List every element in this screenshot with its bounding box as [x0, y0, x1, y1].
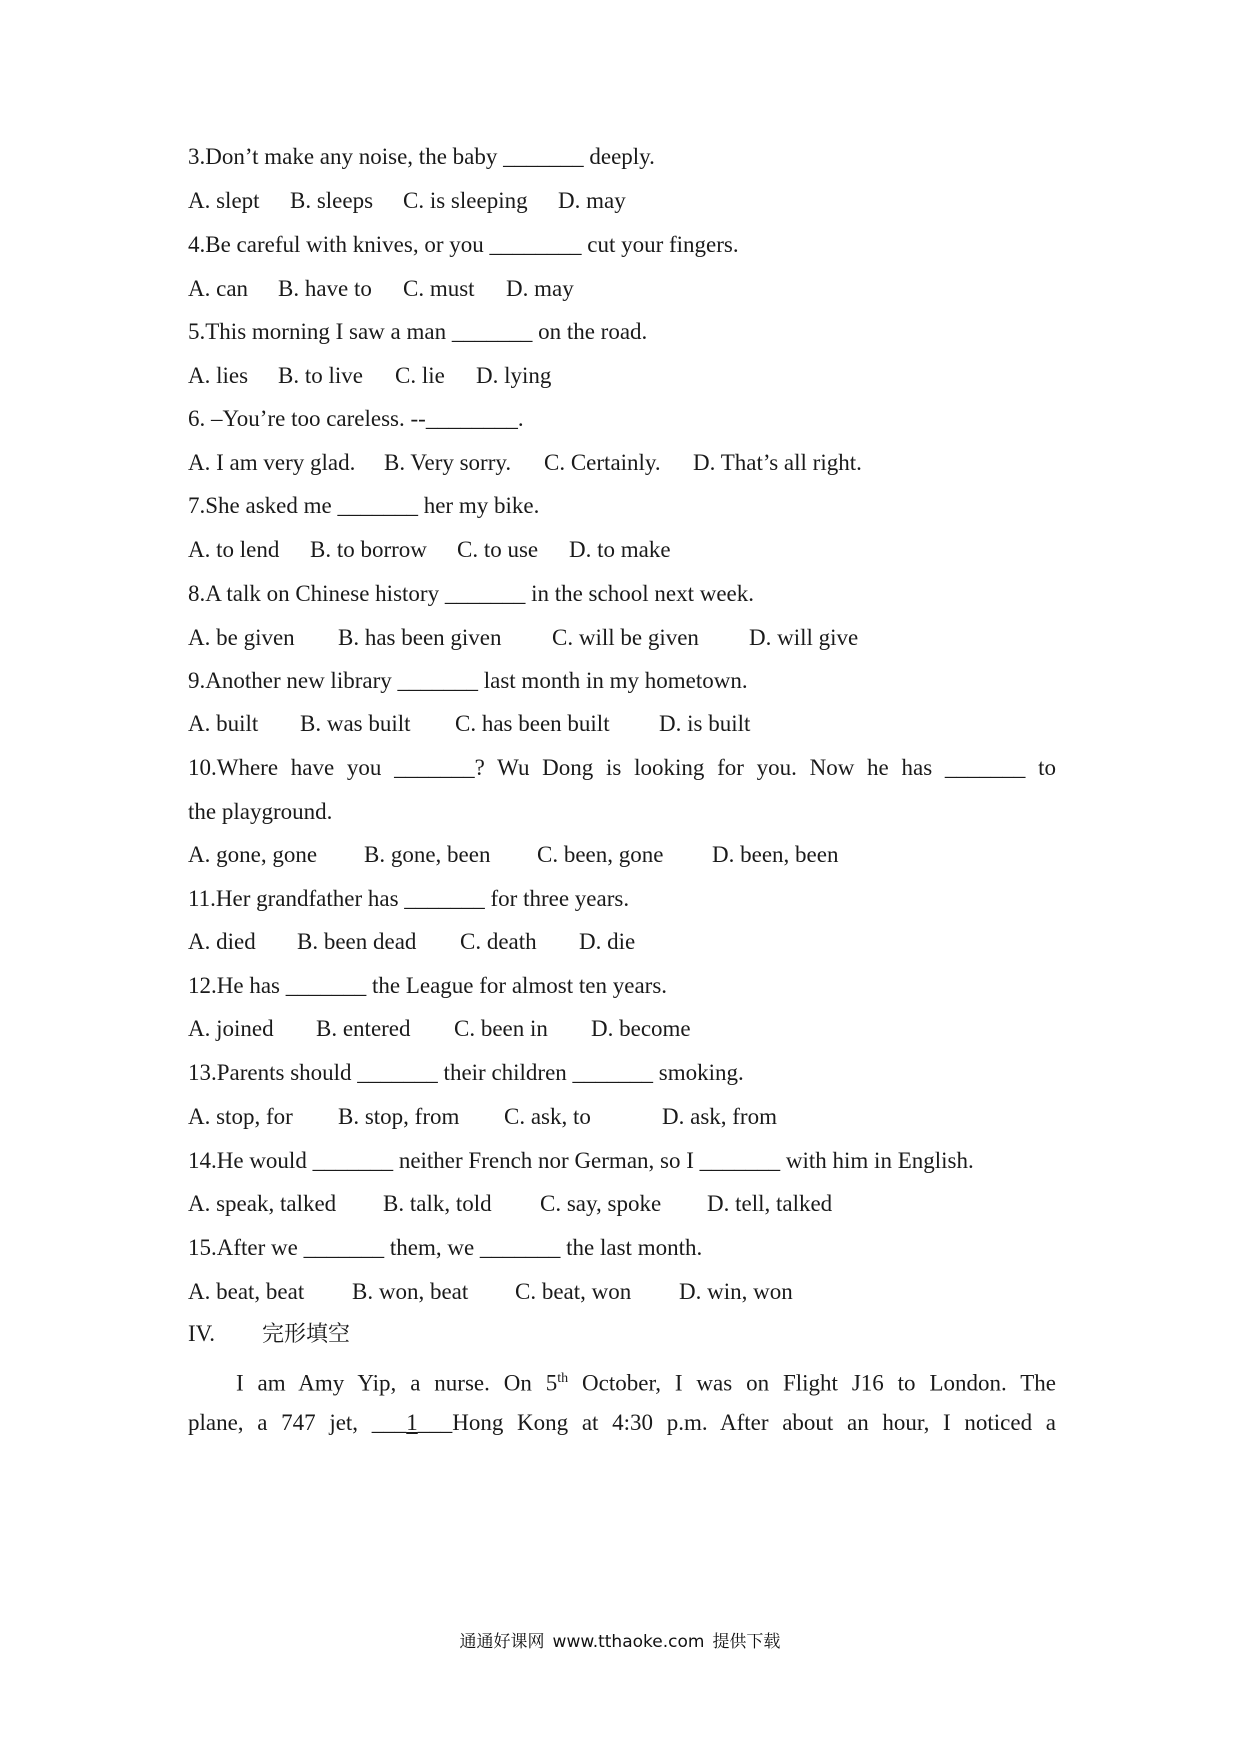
option-d: D. may: [506, 276, 574, 301]
option-b: B. sleeps: [290, 188, 374, 213]
footer-site-name: 通通好课网: [459, 1632, 545, 1652]
option-a: A. I am very glad.: [188, 450, 356, 475]
question-3-options: [188, 187, 626, 215]
option-a: A. be given: [188, 625, 295, 650]
option-a: A. joined: [188, 1016, 274, 1041]
question-12-stem: 12.He has _______ the League for almost ten years.: [188, 973, 668, 998]
footer-url: www.tthaoke.com: [552, 1632, 705, 1652]
option-b: B. to borrow: [310, 537, 427, 562]
passage-text: I am Amy Yip, a nurse. On 5: [236, 1370, 558, 1396]
option-d: D. die: [579, 929, 636, 954]
question-15-stem: 15.After we _______ them, we _______ the last month.: [188, 1235, 703, 1260]
question-5-stem: 5.This morning I saw a man _______ on the road.: [188, 319, 648, 344]
footer: [0, 1628, 1240, 1656]
option-d: D. is built: [659, 711, 751, 736]
blank-number: 1: [406, 1410, 418, 1435]
option-b: B. has been given: [338, 625, 502, 650]
option-a: A. lies: [188, 363, 249, 388]
question-7-stem: 7.She asked me _______ her my bike.: [188, 493, 540, 518]
option-d: D. become: [591, 1016, 691, 1041]
option-b: B. stop, from: [338, 1104, 460, 1129]
option-b: B. been dead: [297, 929, 417, 954]
question-13-options: [188, 1103, 777, 1131]
footer-suffix: 提供下载: [712, 1632, 781, 1652]
option-c: C. has been built: [455, 711, 610, 736]
option-d: D. been, been: [712, 842, 839, 867]
option-c: C. ask, to: [504, 1104, 591, 1129]
option-a: A. slept: [188, 188, 260, 213]
passage-line-2: [188, 1409, 1056, 1437]
option-b: B. Very sorry.: [384, 450, 512, 475]
option-d: D. win, won: [679, 1279, 793, 1304]
question-14-stem: 14.He would _______ neither French nor German, so I _______ with him in English.: [188, 1148, 974, 1173]
question-3-stem: 3.Don’t make any noise, the baby _______ deeply.: [188, 144, 655, 169]
question-14-options: [188, 1190, 832, 1218]
option-a: A. stop, for: [188, 1104, 293, 1129]
option-c: C. say, spoke: [540, 1191, 662, 1216]
question-7-options: [188, 536, 671, 564]
option-b: B. was built: [300, 711, 411, 736]
section-heading: [188, 1320, 350, 1349]
question-9-stem: 9.Another new library _______ last month in my hometown.: [188, 668, 748, 693]
option-c: C. been in: [454, 1016, 548, 1041]
option-d: D. ask, from: [662, 1104, 777, 1129]
option-a: A. speak, talked: [188, 1191, 337, 1216]
passage-line-1: [236, 1365, 1056, 1398]
option-b: B. talk, told: [383, 1191, 492, 1216]
option-d: D. lying: [476, 363, 552, 388]
question-4-options: [188, 275, 574, 303]
question-11-options: [188, 928, 635, 956]
option-c: C. must: [403, 276, 475, 301]
passage-text: plane, a 747 jet, ___: [188, 1410, 407, 1435]
passage-text: ___Hong Kong at 4:30 p.m. After about an hour, I noticed a: [417, 1410, 1056, 1435]
question-15-options: [188, 1278, 793, 1306]
question-11-stem: 11.Her grandfather has _______ for three years.: [188, 886, 630, 911]
question-6-stem: 6. –You’re too careless. --________.: [188, 406, 524, 431]
option-c: C. beat, won: [515, 1279, 632, 1304]
option-c: C. Certainly.: [544, 450, 661, 475]
option-c: C. been, gone: [537, 842, 664, 867]
option-d: D. to make: [569, 537, 671, 562]
passage-text: October, I was on Flight J16 to London. The: [568, 1370, 1056, 1396]
question-10-stem-continued: the playground.: [188, 799, 333, 824]
section-number: IV.: [188, 1321, 216, 1346]
option-d: D. That’s all right.: [693, 450, 862, 475]
question-9-options: [188, 710, 750, 738]
option-d: D. will give: [749, 625, 859, 650]
option-d: D. tell, talked: [707, 1191, 833, 1216]
option-a: A. can: [188, 276, 249, 301]
question-10-stem: 10.Where have you _______? Wu Dong is looking for you. Now he has _______ to: [188, 755, 1056, 780]
option-c: C. will be given: [552, 625, 699, 650]
question-8-options: [188, 624, 858, 652]
question-4-stem: 4.Be careful with knives, or you ________ cut your fingers.: [188, 232, 739, 257]
option-c: C. death: [460, 929, 537, 954]
option-b: B. have to: [278, 276, 372, 301]
option-c: C. to use: [457, 537, 539, 562]
option-a: A. died: [188, 929, 256, 954]
section-title: 完形填空: [262, 1322, 351, 1347]
ordinal-suffix: th: [557, 1371, 569, 1386]
option-b: B. gone, been: [364, 842, 491, 867]
option-a: A. gone, gone: [188, 842, 318, 867]
option-d: D. may: [558, 188, 626, 213]
option-a: A. beat, beat: [188, 1279, 305, 1304]
question-5-options: [188, 362, 551, 390]
question-8-stem: 8.A talk on Chinese history _______ in the school next week.: [188, 581, 754, 606]
option-c: C. lie: [395, 363, 445, 388]
option-a: A. to lend: [188, 537, 280, 562]
option-b: B. won, beat: [352, 1279, 469, 1304]
question-10-options: [188, 841, 838, 869]
option-b: B. to live: [278, 363, 363, 388]
question-6-options: [188, 449, 862, 477]
option-c: C. is sleeping: [403, 188, 528, 213]
option-b: B. entered: [316, 1016, 411, 1041]
option-a: A. built: [188, 711, 259, 736]
question-13-stem: 13.Parents should _______ their children _______ smoking.: [188, 1060, 744, 1085]
question-12-options: [188, 1015, 691, 1043]
